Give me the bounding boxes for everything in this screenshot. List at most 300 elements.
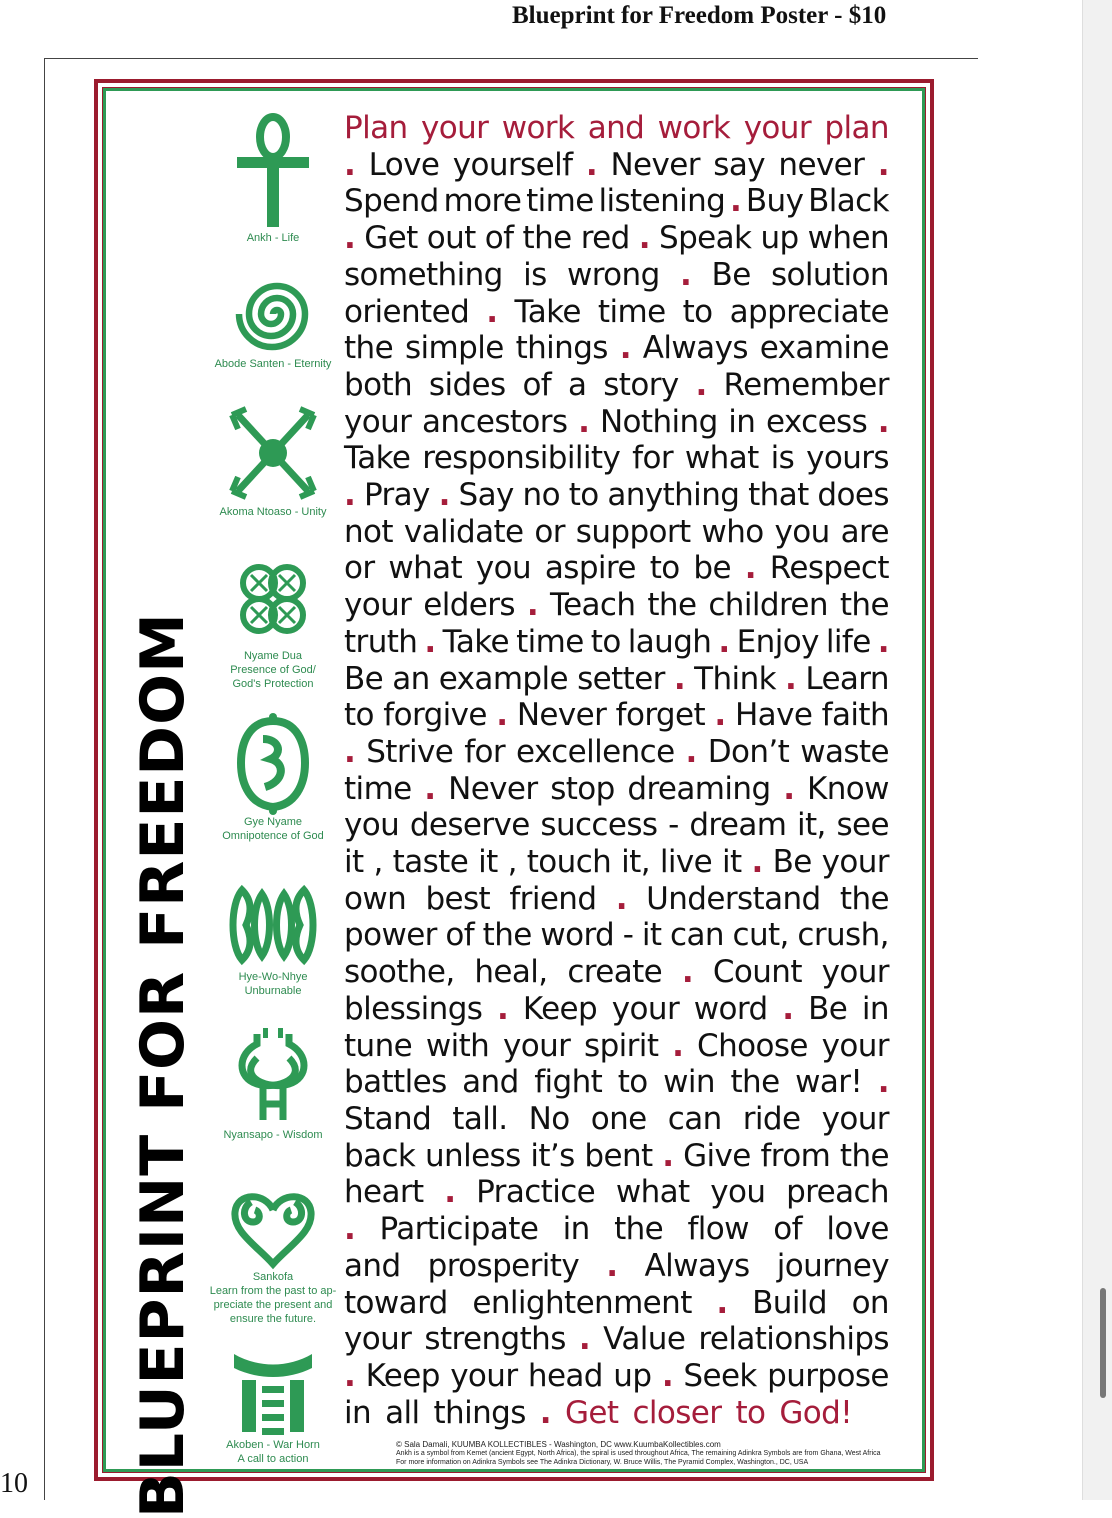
poem-word: up — [760, 220, 799, 257]
poem-word: what — [684, 440, 759, 477]
poem-word: prosperity — [427, 1247, 580, 1284]
symbol-hye-wo-nhye — [198, 880, 348, 998]
poem-word: Never — [448, 770, 538, 807]
poem-word: unless — [424, 1137, 521, 1174]
poem-word: the — [482, 917, 532, 954]
poem-line — [344, 1248, 889, 1285]
poem-word: the — [522, 220, 572, 257]
poem-word: . — [714, 697, 726, 734]
poem-word: you — [344, 807, 400, 844]
poem-word: for — [464, 733, 506, 770]
poem-word: . — [877, 403, 889, 440]
poem-word: an — [392, 660, 430, 697]
poem-word: deserve — [409, 807, 530, 844]
poem-word: . — [526, 587, 539, 624]
poem-word: of — [445, 917, 475, 954]
poem-word: with — [425, 1027, 490, 1064]
poem-word: forget — [615, 697, 706, 734]
poem-word: never — [778, 146, 865, 183]
poem-word: . — [672, 1027, 684, 1064]
poem-word: Participate — [379, 1211, 539, 1248]
poem-word: spirit — [584, 1027, 659, 1064]
poem-word: . — [344, 146, 356, 183]
poem-word: and — [587, 110, 645, 146]
poem-word: of — [484, 220, 514, 257]
poem-word: . — [744, 550, 756, 587]
poem-word: . — [615, 880, 627, 917]
poem-word: up — [613, 1357, 652, 1394]
poem-word: it — [722, 844, 742, 881]
poem-word: taste — [392, 844, 469, 881]
poem-word: relationships — [698, 1321, 889, 1358]
poem-word: say — [713, 146, 765, 183]
poem-word: sides — [428, 366, 506, 403]
poem-word: it’s — [530, 1137, 575, 1174]
poem-word: no — [522, 477, 560, 514]
poem-word: . — [344, 733, 356, 770]
poem-word: when — [807, 220, 889, 257]
poem-word: the — [839, 880, 889, 917]
poem-word: live — [659, 844, 713, 881]
poem-word: support — [575, 513, 691, 550]
poem-word: to — [344, 697, 374, 734]
poem-word: plan — [824, 110, 889, 146]
poem-word: of — [522, 366, 552, 403]
poem-word: Always — [644, 1247, 750, 1284]
poem-word: you — [475, 550, 532, 587]
poem-line — [344, 1138, 889, 1175]
poem-word: Take — [344, 440, 411, 477]
poem-word: word — [540, 917, 615, 954]
symbol-label: Akoben - War Horn — [226, 1439, 320, 1451]
poem-word: Spend — [344, 183, 439, 220]
poem-word: . — [695, 366, 707, 403]
hye-wo-nhye-icon — [228, 880, 318, 970]
poem-word: faith — [821, 697, 889, 734]
poem-line — [344, 991, 889, 1028]
poem-word: the — [614, 1211, 664, 1248]
symbol-ankh — [203, 113, 343, 245]
poem-line — [344, 257, 889, 294]
poem-word: it, — [796, 807, 826, 844]
poem-word: Be — [772, 844, 812, 881]
poem-word: work — [501, 110, 575, 146]
poem-word: one — [590, 1100, 647, 1137]
poem-word: . — [344, 1357, 356, 1394]
poem-word: Be — [344, 660, 384, 697]
poem-word: not — [344, 513, 393, 550]
poem-word: . — [662, 1137, 674, 1174]
page-number: 10 — [0, 1468, 28, 1499]
poem-word: Never — [516, 697, 607, 734]
poem-word: . — [444, 1174, 456, 1211]
poem-line — [344, 1321, 889, 1358]
page-title: Blueprint for Freedom Poster - $10 — [512, 2, 887, 29]
poem-word: . — [783, 770, 795, 807]
poem-word: setter — [577, 660, 665, 697]
gye-nyame-icon — [233, 713, 313, 815]
poem-line — [344, 514, 889, 551]
poem-word: of — [773, 1211, 802, 1248]
poem-word: solution — [771, 256, 889, 293]
poem-word: what — [615, 1174, 690, 1211]
poem-word: for — [632, 440, 673, 477]
poem-word: Keep — [365, 1357, 440, 1394]
symbol-label: Learn from the past to ap- — [209, 1285, 337, 1297]
poem-word: to — [617, 1064, 648, 1101]
poem-word: . — [685, 733, 697, 770]
spiral-icon — [233, 271, 313, 357]
poem-word: . — [785, 660, 797, 697]
poem-word: and — [462, 1064, 519, 1101]
poem-word: touch — [526, 844, 612, 881]
poem-word: to — [590, 623, 621, 660]
poem-line — [344, 807, 889, 844]
poem-line — [344, 844, 889, 881]
symbol-akoben — [198, 1346, 348, 1466]
poem-word: your — [821, 1027, 889, 1064]
poem-word: Think — [694, 660, 776, 697]
poem-word: Remember — [723, 366, 889, 403]
poem-word: - — [622, 917, 634, 954]
poem-word: can — [667, 1100, 722, 1137]
symbol-label: Presence of God/ — [230, 664, 316, 676]
poem-word: God! — [779, 1394, 853, 1431]
poem-word: children — [708, 587, 828, 624]
poem-word: . — [877, 1064, 889, 1101]
poem-word: enlightenment — [472, 1284, 692, 1321]
poem-word: things — [433, 1394, 526, 1431]
poem-word: bent — [584, 1137, 653, 1174]
poem-word: success — [540, 807, 658, 844]
symbol-nyame-dua — [198, 553, 348, 691]
poem-word: ancestors — [421, 403, 568, 440]
symbol-nyansapo — [198, 1028, 348, 1142]
poem-line — [344, 1211, 889, 1248]
poem-word: Be — [711, 256, 751, 293]
symbol-gye-nyame — [198, 713, 348, 843]
poem-word: the — [647, 587, 697, 624]
poem-word: , — [507, 844, 517, 881]
poem-word: elders — [423, 587, 515, 624]
poem-word: simple — [404, 330, 504, 367]
poem-word: yourself — [452, 146, 573, 183]
poem-word: Nothing — [599, 403, 718, 440]
poem-word: Give — [683, 1137, 751, 1174]
poem-word: Strive — [366, 733, 454, 770]
poem-word: Get — [364, 220, 418, 257]
scrollbar-thumb[interactable] — [1100, 1288, 1106, 1398]
poem-word: listening — [598, 183, 726, 220]
poem-line — [344, 440, 889, 477]
poem-word: head — [527, 1357, 603, 1394]
poem-word: the — [839, 587, 889, 624]
ankh-icon — [233, 113, 313, 231]
poem-word: friend — [509, 880, 597, 917]
poem-line — [344, 1395, 889, 1432]
poem-word: time — [344, 770, 412, 807]
poem-word: soothe, — [344, 954, 455, 991]
poem-word: blessings — [344, 990, 483, 1027]
poem-word: to — [568, 477, 599, 514]
poem-word: stop — [550, 770, 615, 807]
poem-word: flow — [687, 1211, 749, 1248]
poem-word: . — [673, 660, 686, 697]
poem-word: . — [606, 1247, 618, 1284]
poem-line — [344, 1028, 889, 1065]
poem-word: Speak — [659, 220, 752, 257]
poem-line — [344, 587, 889, 624]
poem-word: in — [728, 403, 756, 440]
poem-word: . — [729, 183, 742, 220]
poem-word: back — [344, 1137, 416, 1174]
poem-line — [344, 550, 889, 587]
symbol-label: Unburnable — [244, 985, 302, 997]
poem-word: your — [611, 990, 680, 1027]
poem-line — [344, 330, 889, 367]
poem-word: in — [344, 1394, 372, 1431]
symbol-label: Akoma Ntoaso - Unity — [219, 506, 327, 518]
poem-word: red — [580, 220, 630, 257]
poem-line — [344, 1101, 889, 1138]
poem-word: . — [585, 146, 598, 183]
poem-word: oriented — [344, 293, 470, 330]
symbol-label: Sankofa — [252, 1271, 294, 1283]
poem-word: . — [638, 220, 650, 257]
poem-word: . — [661, 1357, 673, 1394]
credit-line: © Sala Damali, KUUMBA KOLLECTIBLES - Washington, DC www.KuumbaKollectibles.com — [396, 1440, 721, 1449]
poem-word: . — [424, 770, 436, 807]
poem-word: all — [385, 1394, 420, 1431]
poem-word: Take — [514, 293, 581, 330]
symbol-abode-santen — [198, 271, 348, 371]
poem-word: win — [663, 1064, 715, 1101]
poem-line — [344, 624, 889, 661]
poem-word: . — [578, 403, 590, 440]
poem-word: own — [344, 880, 407, 917]
poem-word: purpose — [767, 1357, 889, 1394]
poem-word: your — [743, 110, 811, 146]
poem-word: a — [567, 366, 587, 403]
poem-word: or — [344, 550, 375, 587]
symbol-label: Abode Santen - Eternity — [214, 358, 332, 370]
poem-word: tune — [344, 1027, 413, 1064]
poem-line — [344, 771, 889, 808]
poem-word: - — [668, 807, 679, 844]
poem-word: tall. — [452, 1100, 508, 1137]
poem-word: . — [751, 844, 763, 881]
poem-word: . — [619, 330, 631, 367]
poem-word: it — [478, 844, 498, 881]
poem-word: dreaming — [627, 770, 771, 807]
poem-word: Respect — [769, 550, 889, 587]
symbol-label: Gye Nyame — [243, 816, 303, 828]
symbol-label: preciate the present and — [213, 1299, 333, 1311]
poem-word: Practice — [476, 1174, 596, 1211]
poem-word: Get — [564, 1394, 619, 1431]
poem-line — [344, 697, 889, 734]
poem-word: in — [562, 1211, 590, 1248]
poem-word: the — [344, 330, 394, 367]
poem-word: . — [877, 146, 889, 183]
poem-word: excellence — [516, 733, 675, 770]
poem-word: or — [534, 513, 565, 550]
poem-word: you — [774, 513, 830, 550]
poem-word: your — [502, 1027, 571, 1064]
poem-word: wrong — [566, 256, 660, 293]
poem-word: life — [825, 623, 871, 660]
poem-word: time — [516, 623, 584, 660]
poem-word: Say — [458, 477, 514, 514]
poster-poem — [344, 110, 889, 1431]
poem-word: appreciate — [729, 293, 889, 330]
poem-word: Never — [610, 146, 700, 183]
poem-word: example — [438, 660, 568, 697]
poem-line — [344, 1064, 889, 1101]
poem-word: dream — [689, 807, 787, 844]
poem-word: the — [730, 1064, 780, 1101]
poem-line — [344, 1174, 889, 1211]
poem-word: toward — [344, 1284, 448, 1321]
poem-word: Build — [752, 1284, 827, 1321]
poem-line — [344, 110, 889, 147]
poem-word: Stand — [344, 1100, 432, 1137]
poem-word: responsibility — [422, 440, 621, 477]
poem-word: validate — [403, 513, 524, 550]
poem-word: it, — [621, 844, 650, 881]
poem-word: it — [344, 844, 364, 881]
poem-word: Learn — [805, 660, 889, 697]
poem-word: yours — [806, 440, 889, 477]
poem-word: fight — [534, 1064, 603, 1101]
poem-line — [344, 147, 889, 184]
poem-word: truth — [344, 623, 418, 660]
poem-word: both — [344, 366, 413, 403]
poem-line — [344, 954, 889, 991]
poem-word: strengths — [424, 1321, 566, 1358]
symbol-label: ensure the future. — [229, 1313, 317, 1325]
poem-word: Buy — [745, 183, 804, 220]
poem-word: time — [597, 293, 666, 330]
poem-word: ride — [742, 1100, 801, 1137]
poem-word: see — [836, 807, 889, 844]
poem-word: to — [735, 1394, 766, 1431]
poem-line — [344, 183, 889, 220]
poem-word: preach — [786, 1174, 889, 1211]
poem-word: your — [821, 844, 889, 881]
poem-word: waste — [800, 733, 889, 770]
poem-word: . — [344, 1211, 356, 1248]
poem-word: the — [839, 1137, 889, 1174]
poster-credits — [396, 1440, 896, 1467]
sankofa-icon — [227, 1188, 319, 1270]
poem-word: is — [523, 256, 547, 293]
poem-word: Love — [368, 146, 440, 183]
poem-line — [344, 367, 889, 404]
poem-word: does — [817, 477, 889, 514]
poem-word: and — [344, 1247, 401, 1284]
poem-word: your — [420, 110, 489, 146]
poem-word: cut, — [732, 917, 789, 954]
symbol-label: Nyansapo - Wisdom — [223, 1129, 323, 1141]
poem-word: Value — [603, 1321, 686, 1358]
poem-line — [344, 881, 889, 918]
poem-word: . — [344, 477, 356, 514]
poem-word: to — [682, 293, 713, 330]
poem-word: work — [657, 110, 731, 146]
poem-word: in — [861, 990, 889, 1027]
poem-word: heal, — [474, 954, 548, 991]
poem-word: . — [486, 293, 498, 330]
poem-line — [344, 734, 889, 771]
poem-word: your — [344, 587, 412, 624]
poem-word: laugh — [627, 623, 712, 660]
poem-word: Be — [808, 990, 848, 1027]
poem-word: Take — [442, 623, 509, 660]
poem-word: closer — [632, 1394, 722, 1431]
poem-word: . — [877, 623, 889, 660]
poem-line — [344, 917, 889, 954]
poem-word: your — [450, 1357, 518, 1394]
symbol-sankofa — [198, 1188, 348, 1326]
poem-word: , — [373, 844, 383, 881]
poem-word: . — [424, 623, 436, 660]
akoben-icon — [228, 1346, 318, 1438]
poem-line — [344, 220, 889, 257]
poem-word: Keep — [522, 990, 598, 1027]
poem-word: . — [344, 220, 356, 257]
poem-word: word — [693, 990, 768, 1027]
poem-word: Always — [642, 330, 748, 367]
poem-word: excess — [766, 403, 868, 440]
poem-word: Understand — [646, 880, 821, 917]
poem-word: from — [760, 1137, 831, 1174]
poem-word: battles — [344, 1064, 447, 1101]
symbol-label: Omnipotence of God — [222, 830, 324, 842]
poem-line — [344, 294, 889, 331]
poem-word: can — [670, 917, 724, 954]
poem-word: your — [821, 954, 889, 991]
poem-word: Plan — [344, 110, 408, 146]
akoma-ntoaso-icon — [228, 403, 318, 505]
poem-word: best — [425, 880, 491, 917]
scrollbar-track[interactable] — [1082, 0, 1112, 1500]
poem-word: out — [426, 220, 476, 257]
poem-word: story — [603, 366, 679, 403]
poem-word: aspire — [544, 550, 636, 587]
poem-word: journey — [776, 1247, 889, 1284]
poem-word: . — [497, 990, 509, 1027]
credit-line: Ankh is a symbol from Kemet (ancient Egypt, North Africa), the spiral is used throughout Africa, The remaining Adinkra Symbols are from Ghana, West Africa — [396, 1450, 881, 1457]
poem-word: what — [388, 550, 463, 587]
poster-vertical-title: BLUEPRINT FOR FREEDOM — [128, 612, 198, 1518]
poem-word: . — [782, 990, 794, 1027]
poem-word: Don’t — [707, 733, 790, 770]
poem-word: Black — [808, 183, 889, 220]
symbol-label: Nyame Dua — [243, 650, 303, 662]
symbol-akoma-ntoaso — [198, 403, 348, 519]
nyame-dua-icon — [231, 553, 315, 649]
poem-line — [344, 404, 889, 441]
poem-word: crush, — [797, 917, 889, 954]
poem-word: forgive — [383, 697, 487, 734]
poem-word: create — [567, 954, 663, 991]
poem-word: be — [693, 550, 731, 587]
poem-word: Count — [712, 954, 802, 991]
poem-word: power — [344, 917, 437, 954]
poem-word: something — [344, 256, 503, 293]
poem-word: you — [710, 1174, 766, 1211]
